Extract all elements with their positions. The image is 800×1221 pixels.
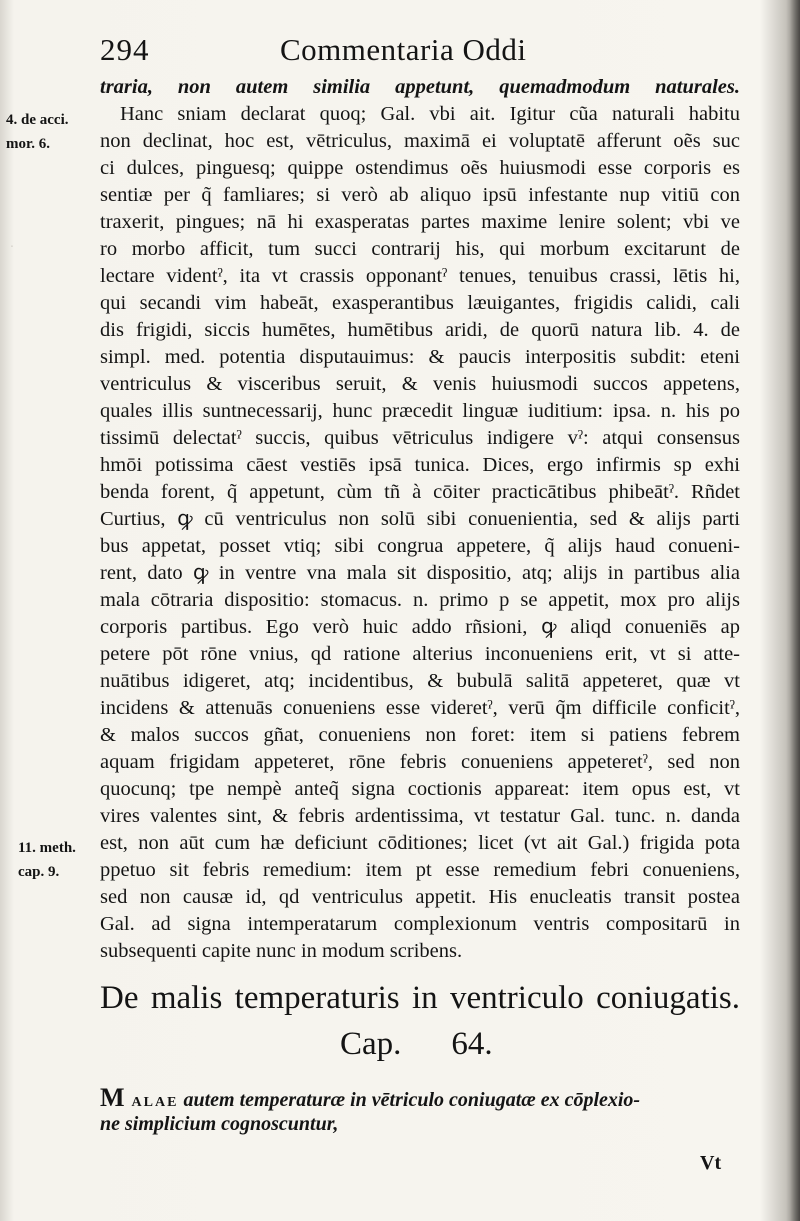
- body-line: aquam frigidam appeteret, rōne febris conueniens appeteretˀ, sed non: [100, 751, 740, 773]
- margin-note-1a: 4. de acci.: [6, 112, 69, 128]
- body-line: corporis partibus. Ego verò huic addo rñsioni, ꝙ aliqd conueniēs ap: [100, 616, 740, 638]
- page-number: 294: [100, 32, 150, 67]
- body-line: nuātibus idigeret, atq; incidentibus, & bubulā salitā appeteret, quæ vt: [100, 670, 740, 692]
- margin-note-1b: mor. 6.: [6, 136, 51, 152]
- chapter-opening-line: [100, 1084, 740, 1114]
- body-line: subsequenti capite nunc in modum scribens.: [100, 940, 463, 962]
- small-caps-word: alae: [131, 1089, 179, 1111]
- body-line: ventriculus & visceribus seruit, & venis huiusmodi succos appetens,: [100, 373, 740, 395]
- body-line: traria, non autem similia appetunt, quemadmodum naturales.: [100, 76, 740, 98]
- body-line: ro morbo afficit, tum succi contrarij his, qui morbum excitarunt de: [100, 238, 740, 260]
- opening-line-rest: autem temperaturæ in vētriculo coniugatæ ex cōplexio-: [183, 1089, 641, 1111]
- body-line: benda forent, q̃ appetunt, cùm tñ à cōiter practicātibus phibeātˀ. Rñdet: [100, 481, 740, 503]
- body-line: quocunq; tpe nempè anteq̃ signa coctionis appareat: item opus est, vt: [100, 778, 740, 800]
- body-line: simpl. med. potentia disputauimus: & paucis interpositis subdit: eteni: [100, 346, 740, 368]
- body-line: ppetuo sit febris remedium: item pt esse remedium febri conueniens,: [100, 859, 740, 881]
- chapter-opening-line-2: ne simplicium cognoscuntur,: [100, 1113, 339, 1135]
- body-line: traxerit, pingues; nā hi exasperatas partes maxime lenire solent; vbi ve: [100, 211, 740, 233]
- body-line: ci dulces, pinguesq; quippe ostendimus oẽs huiusmodi esse corporis es: [100, 157, 740, 179]
- body-line: sed non causæ id, qd ventriculus appetit. His enucleatis transit postea: [100, 886, 740, 908]
- chapter-number: [340, 1024, 700, 1064]
- body-line: tissimū delectatˀ succis, quibus vētriculus indigere vˀ: atqui consensus: [100, 427, 740, 449]
- show-through-mark: ·: [10, 240, 14, 255]
- chapter-number-value: 64.: [451, 1026, 493, 1062]
- body-line: qui secandi vim habeāt, exasperantibus læuigantes, frigidis calidi, cali: [100, 292, 740, 314]
- body-line: incidens & attenuās conueniens esse videretˀ, verū q̃m difficile conficitˀ,: [100, 697, 740, 719]
- body-line: non declinat, hoc est, vētriculus, maximā ei voluptatē afferunt oẽs suc: [100, 130, 740, 152]
- body-line: & malos succos gñat, conueniens non foret: item si patiens febrem: [100, 724, 740, 746]
- margin-note-2b: cap. 9.: [18, 864, 60, 880]
- chapter-title: De malis temperaturis in ventriculo coniugatis.: [100, 980, 740, 1016]
- margin-note-2a: 11. meth.: [18, 840, 76, 856]
- body-line: Curtius, ꝙ cū ventriculus non solū sibi conuenientia, sed & alijs parti: [100, 508, 740, 530]
- body-line: quales illis suntnecessarij, hunc præcedit linguæ iuditium: ipsa. n. his po: [100, 400, 740, 422]
- body-line: dis frigidi, siccis humētes, humētibus aridi, de quorū natura lib. 4. de: [100, 319, 740, 341]
- body-line: hmōi potissima cāest vestiēs ipsā tunica. Dices, ergo infirmis sp exhi: [100, 454, 740, 476]
- body-line: petere pōt rōne vnius, qd ratione alterius inconueniens erit, vt si atte-: [100, 643, 740, 665]
- body-line: sentiæ per q̃ famliares; si verò ab aliquo ipsū infestante nup vitiū con: [100, 184, 740, 206]
- body-line: mala cōtraria dispositio: stomacus. n. primo p se appetit, mox pro alijs: [100, 589, 740, 611]
- body-line: rent, dato ꝙ in ventre vna mala sit dispositio, atq; alijs in partibus alia: [100, 562, 740, 584]
- drop-cap: M: [100, 1083, 127, 1112]
- page-header: [100, 28, 740, 70]
- body-line: Gal. ad signa intemperatarum complexionum ventris compositarū in: [100, 913, 740, 935]
- running-title: Commentaria Oddi: [280, 32, 527, 67]
- body-line: bus appetat, posset vtiq; sibi congrua appetere, q̃ alijs haud conueni-: [100, 535, 740, 557]
- body-line: vires valentes sint, & febris ardentissima, vt testatur Gal. tunc. n. danda: [100, 805, 740, 827]
- body-line: est, non aūt cum hæ deficiunt cōditiones; licet (vt ait Gal.) frigida pota: [100, 832, 740, 854]
- body-line: lectare videntˀ, ita vt crassis opponantˀ tenues, tenuibus crassi, lētis hi,: [100, 265, 740, 287]
- catchword: Vt: [700, 1152, 722, 1174]
- body-line: Hanc sniam declarat quoq; Gal. vbi ait. Igitur cũa naturali habitu: [120, 103, 740, 125]
- chapter-label: Cap.: [340, 1026, 402, 1062]
- page-edge-shadow: [786, 0, 800, 1221]
